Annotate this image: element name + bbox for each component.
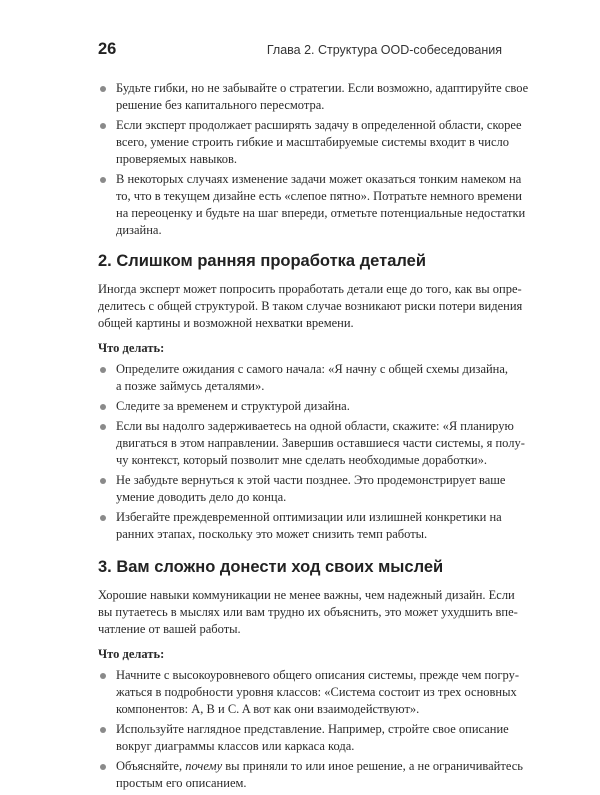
text-line: Избегайте преждевременной оптимизации или излишней конкретики на (116, 510, 502, 524)
text-line: Не забудьте вернуться к этой части позднее. Это продемонстрирует ваше (116, 473, 506, 487)
text-line: то, что в текущем дизайне есть «слепое пятно». Потратьте немного времени (116, 189, 522, 203)
text-line: вокруг диаграммы классов или каркаса кода. (116, 739, 355, 753)
section-heading: 3. Вам сложно донести ход своих мыслей (98, 558, 444, 576)
text-line: вы путаетесь в мыслях или вам трудно их объяснить, это может ухудшить впе- (98, 605, 518, 619)
section-paragraph (98, 281, 523, 332)
text-line: Если эксперт продолжает расширять задачу в определенной области, скорее (116, 118, 522, 132)
text-line: проверяемых навыков. (116, 152, 238, 166)
todo-bullet-list (98, 361, 525, 543)
text-line: Следите за временем и структурой дизайна. (116, 399, 350, 413)
todo-bullet-list (98, 667, 523, 792)
text-line: чу контекст, который позволит мне сделать необходимые доработки». (116, 453, 487, 467)
todo-label: Что делать: (98, 341, 165, 355)
text-run: Объясняйте, (116, 759, 186, 773)
page-content (98, 80, 529, 795)
text-line: В некоторых случаях изменение задачи может оказаться тонким намеком на (116, 172, 522, 186)
text-line: общей картины и возможной нехватки времени. (98, 316, 354, 330)
intro-bullet-list (98, 80, 529, 239)
text-line: чатление от вашей работы. (98, 622, 241, 636)
list-item (98, 418, 525, 469)
list-item (98, 398, 503, 415)
text-line: Определите ожидания с самого начала: «Я начну с общей схемы дизайна, (116, 362, 509, 376)
text-line: Иногда эксперт может попросить проработать детали еще до того, как вы опре- (98, 282, 522, 296)
text-line (116, 758, 523, 775)
section-heading: 2. Слишком ранняя проработка деталей (98, 252, 426, 270)
text-line: на переоценку и будьте на шаг впереди, отметьте потенциальные недостатки (116, 206, 526, 220)
text-line: простым его описанием. (116, 776, 247, 790)
section-paragraph (98, 587, 518, 638)
list-item (98, 509, 503, 543)
text-line: ранних этапах, поскольку это может снизить темп работы. (116, 527, 428, 541)
text-line: дизайна. (116, 223, 162, 237)
section-communication (98, 557, 523, 792)
text-line: а позже займусь деталями». (116, 379, 265, 393)
text-line: умение доводить дело до конца. (116, 490, 287, 504)
todo-label: Что делать: (98, 647, 165, 661)
text-line: компонентов: A, B и C. A вот как они взаимодействуют». (116, 702, 420, 716)
text-line: решение без капитального пересмотра. (116, 98, 325, 112)
running-head: Глава 2. Структура OOD-собеседования (266, 43, 502, 57)
text-line: Хорошие навыки коммуникации не менее важны, чем надежный дизайн. Если (98, 588, 515, 602)
text-line: делитесь с общей структурой. В таком случае возникают риски потери видения (98, 299, 523, 313)
text-line: Если вы надолго задерживаетесь на одной области, скажите: «Я планирую (116, 419, 514, 433)
text-line: Начните с высокоуровневого общего описания системы, прежде чем погру- (116, 668, 520, 682)
list-item (98, 171, 526, 239)
list-item (98, 80, 529, 114)
text-run: вы приняли то или иное решение, а не ограничивайтесь (222, 759, 523, 773)
list-item (98, 667, 520, 718)
list-item (98, 758, 523, 792)
text-line: всего, умение строить гибкие и масштабируемые системы входит в число (116, 135, 509, 149)
text-line: двигаться в этом направлении. Завершив оставшиеся части системы, я полу- (116, 436, 525, 450)
text-line: Используйте наглядное представление. Например, стройте свое описание (116, 722, 509, 736)
text-line: Будьте гибки, но не забывайте о стратегии. Если возможно, адаптируйте свое (116, 81, 529, 95)
emphasis-text: почему (185, 759, 223, 773)
list-item (98, 361, 509, 395)
section-early-details (98, 251, 525, 543)
page-header (98, 40, 502, 64)
list-item (98, 117, 522, 168)
list-item (98, 472, 506, 506)
text-line: жаться в подробности уровня классов: «Система состоит из трех основных (116, 685, 517, 699)
page-number: 26 (98, 40, 117, 58)
